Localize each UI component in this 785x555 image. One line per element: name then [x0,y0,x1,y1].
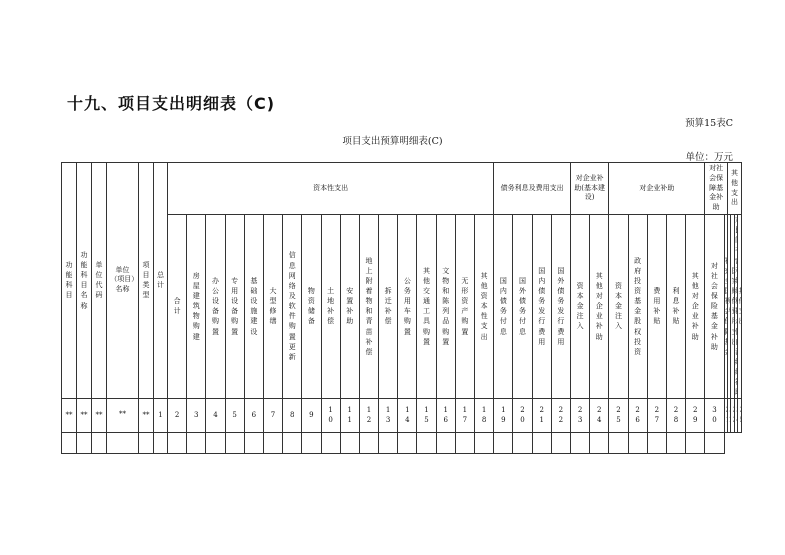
sub-header: 信息网络及软件购置更新 [283,215,302,399]
unit-label: 单位：万元 [685,152,733,163]
sub-header: 物资储备 [302,215,321,399]
sub-header [734,215,737,399]
code-cell: 23 [570,398,589,432]
col-header-unit-code: 单位代码 [92,163,107,399]
code-cell: 17 [455,398,474,432]
col-header-project-type: 项目类型 [139,163,154,399]
code-cell: 1 [154,398,168,432]
sub-header: 其他对企业补助 [590,215,609,399]
budget-table [61,162,742,454]
sub-header: 房屋建筑物购建 [187,215,206,399]
sub-header: 大型修缮 [263,215,282,399]
code-cell: 8 [283,398,302,432]
code-cell: 14 [398,398,417,432]
col-header-unit-name: 单位（项目）名称 [107,163,139,399]
sub-header: 国内债务发行费用 [532,215,551,399]
sub-header: 拆迁补偿 [379,215,398,399]
group-header-enterprise: 对企业补助 [609,163,705,215]
sub-header: 合计 [168,215,187,399]
code-cell: 30 [705,398,724,432]
header-row-groups [62,163,742,215]
code-cell: 26 [628,398,647,432]
code-cell: 13 [379,398,398,432]
code-cell: 4 [206,398,225,432]
sub-header: 其他交通工具购置 [417,215,436,399]
sub-header: 土地补偿 [321,215,340,399]
sub-header: 安置补助 [340,215,359,399]
code-cell: 15 [417,398,436,432]
table-number: 预算15表C [685,118,733,129]
sub-header: 基础设施建设 [244,215,263,399]
code-cell: 25 [609,398,628,432]
group-header-capital: 资本性支出 [168,163,494,215]
sub-header: 办公设备购置 [206,215,225,399]
sub-header: 资本金注入 [570,215,589,399]
code-cell: ** [139,398,154,432]
sub-header: 资本金注入 [609,215,628,399]
group-header-enterprise-capital: 对企业补助(基本建设) [570,163,608,215]
code-cell: ** [107,398,139,432]
sub-header: 地上附着物和青苗补偿 [359,215,378,399]
group-header-other: 其他支出 [728,163,742,215]
code-cell: ** [92,398,107,432]
code-cell: 7 [263,398,282,432]
code-cell: ** [62,398,77,432]
group-header-social: 对社会保障基金补助 [705,163,728,215]
code-cell: 3 [187,398,206,432]
table-subtitle: 项目支出预算明细表(C) [342,136,443,147]
code-cell: 11 [340,398,359,432]
sub-header: 对社会保险基金补助 [705,215,724,399]
code-cell: 18 [475,398,494,432]
sub-header: 专用设备购置 [225,215,244,399]
sub-header: 利息补贴 [666,215,685,399]
code-cell: 19 [494,398,513,432]
sub-header [738,215,742,399]
group-header-debt: 债务利息及费用支出 [494,163,571,215]
sub-header: 无形资产购置 [455,215,474,399]
code-cell: 2 [168,398,187,432]
code-cell: 28 [666,398,685,432]
sub-header: 公务用车购置 [398,215,417,399]
code-cell: 9 [302,398,321,432]
sub-header: 政府投资基金股权投资 [628,215,647,399]
code-cell [738,398,742,432]
code-cell: 20 [513,398,532,432]
sub-header: 国外债务付息 [513,215,532,399]
code-cell: 29 [686,398,705,432]
page-title: 十九、项目支出明细表（C) [67,94,276,113]
sub-header: 国外债务发行费用 [551,215,570,399]
code-cell: ** [77,398,92,432]
code-cell: 21 [532,398,551,432]
code-cell: 6 [244,398,263,432]
sub-header: 其他对企业补助 [686,215,705,399]
col-header-function-code: 功能科目 [62,163,77,399]
col-header-total: 总计 [154,163,168,399]
code-cell: 10 [321,398,340,432]
code-cell: 24 [590,398,609,432]
code-cell: 5 [225,398,244,432]
sub-header: 其他资本性支出 [475,215,494,399]
sub-header: 费用补贴 [647,215,666,399]
empty-data-row [62,432,742,453]
code-row [62,398,742,432]
code-cell: 16 [436,398,455,432]
code-cell: 12 [359,398,378,432]
sub-header: 国内债务付息 [494,215,513,399]
sub-header: 文物和陈列品购置 [436,215,455,399]
code-cell: 27 [647,398,666,432]
col-header-function-name: 功能科目名称 [77,163,92,399]
code-cell: 22 [551,398,570,432]
